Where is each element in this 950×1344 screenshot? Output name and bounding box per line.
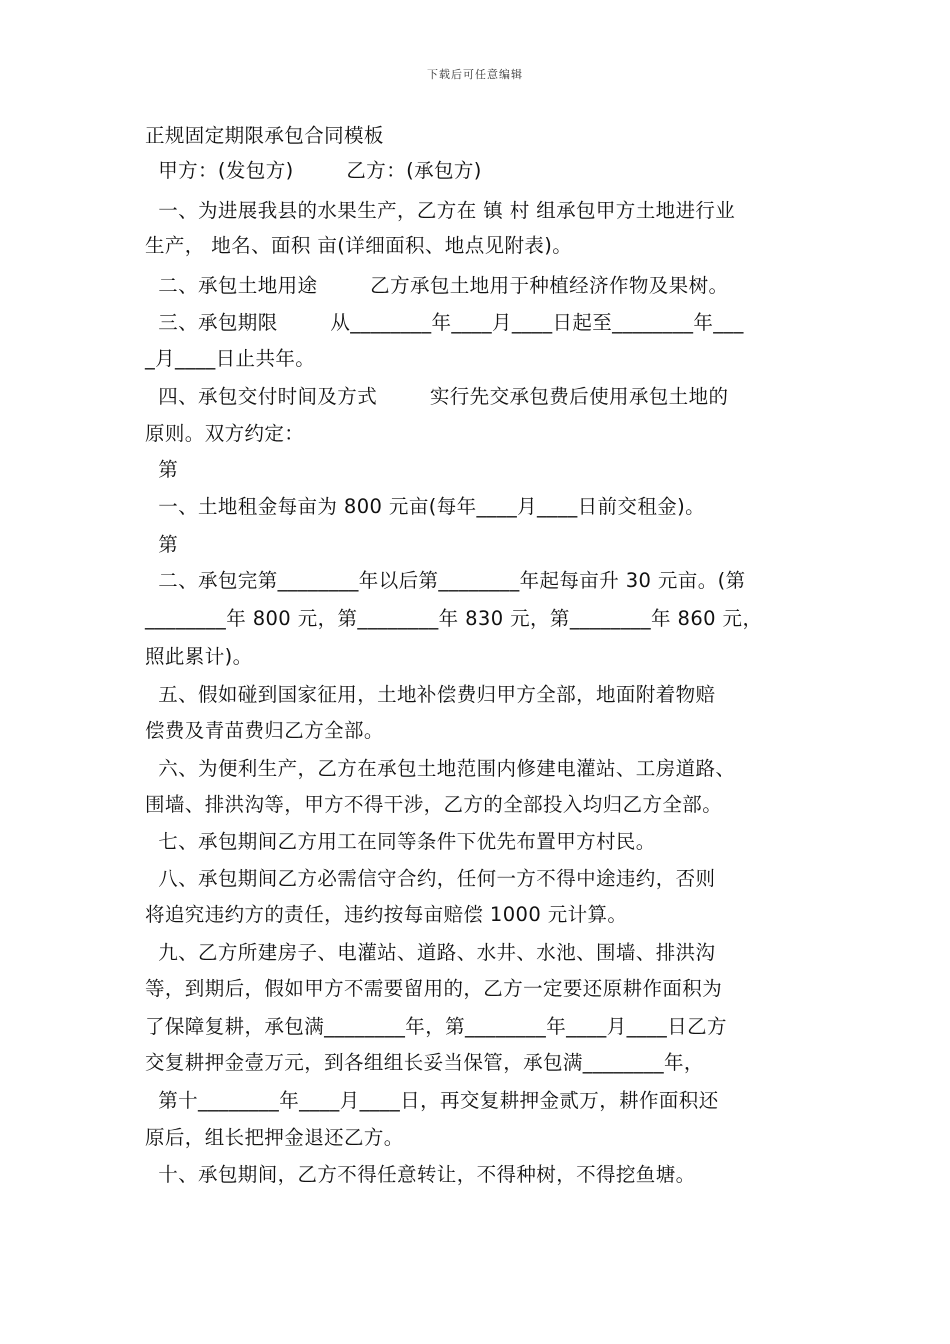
sub-item-2-line-2: ________年 800 元，第________年 830 元，第________年 860 元， — [145, 607, 763, 630]
clause-1-line-2: 生产， 地名、面积 亩(详细面积、地点见附表)。 — [145, 234, 573, 257]
clause-7-line: 七、承包期间乙方用工在同等条件下优先布置甲方村民。 — [145, 830, 656, 853]
clause-8-line-1: 八、承包期间乙方必需信守合约，任何一方不得中途违约，否则 — [145, 867, 716, 890]
clause-4-line-2: 原则。双方约定： — [145, 422, 305, 445]
clause-5-line-1: 五、假如碰到国家征用，土地补偿费归甲方全部，地面附着物赔 — [145, 683, 716, 706]
clause-9-line-6: 原后，组长把押金退还乙方。 — [145, 1126, 404, 1149]
clause-2-line: 二、承包土地用途 乙方承包土地用于种植经济作物及果树。 — [145, 274, 729, 297]
clause-9-line-1: 九、乙方所建房子、电灌站、道路、水井、水池、围墙、排洪沟 — [145, 941, 716, 964]
clause-9-line-3: 了保障复耕，承包满________年，第________年____月____日乙方 — [145, 1015, 727, 1038]
clause-8-line-2: 将追究违约方的责任，违约按每亩赔偿 1000 元计算。 — [145, 903, 628, 926]
clause-9-line-4: 交复耕押金壹万元，到各组组长妥当保管，承包满________年， — [145, 1051, 704, 1074]
sub-item-1-line: 一、土地租金每亩为 800 元亩(每年____月____日前交租金)。 — [145, 495, 706, 518]
clause-6-line-2: 围墙、排洪沟等，甲方不得干涉，乙方的全部投入均归乙方全部。 — [145, 793, 723, 816]
clause-9-line-2: 等，到期后，假如甲方不需要留用的，乙方一定要还原耕作面积为 — [145, 977, 723, 1000]
page-header: 下载后可任意编辑 — [427, 68, 523, 81]
clause-4-line-1: 四、承包交付时间及方式 实行先交承包费后使用承包土地的 — [145, 385, 729, 408]
sub-item-marker-1: 第 — [145, 458, 179, 481]
clause-3-line-2: _月____日止共年。 — [145, 347, 316, 370]
sub-item-marker-2: 第 — [145, 533, 179, 556]
clause-5-line-2: 偿费及青苗费归乙方全部。 — [145, 719, 384, 742]
clause-1-line-1: 一、为进展我县的水果生产，乙方在 镇 村 组承包甲方土地进行业 — [145, 199, 736, 222]
clause-6-line-1: 六、为便利生产，乙方在承包土地范围内修建电灌站、工房道路、 — [145, 757, 736, 780]
parties-line: 甲方：(发包方) 乙方：(承包方) — [145, 159, 482, 182]
clause-9-line-5: 第十________年____月____日，再交复耕押金贰万，耕作面积还 — [145, 1089, 719, 1112]
clause-3-line-1: 三、承包期限 从________年____月____日起至________年___ — [145, 311, 744, 334]
document-title: 正规固定期限承包合同模板 — [145, 124, 384, 147]
clause-10-line: 十、承包期间，乙方不得任意转让，不得种树，不得挖鱼塘。 — [145, 1163, 696, 1186]
sub-item-2-line-3: 照此累计)。 — [145, 645, 253, 668]
sub-item-2-line-1: 二、承包完第________年以后第________年起每亩升 30 元亩。(第 — [145, 569, 746, 592]
